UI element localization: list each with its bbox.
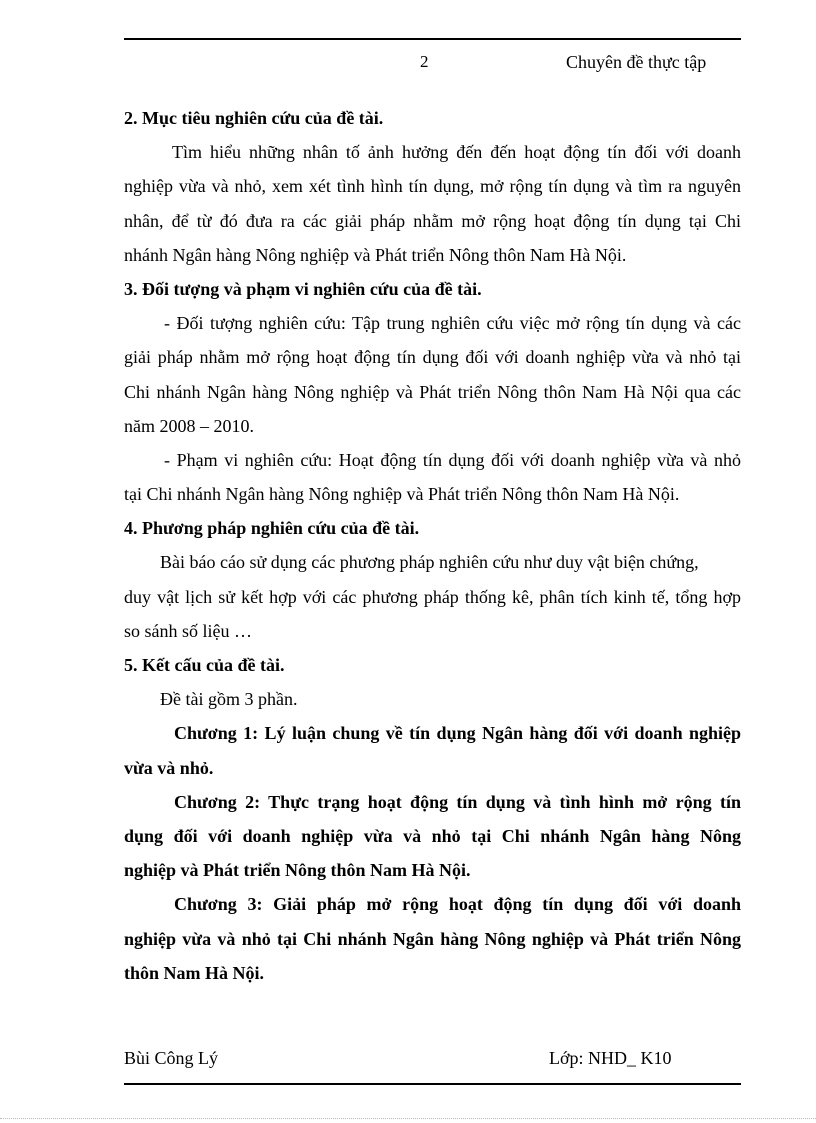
document-body	[124, 101, 741, 990]
paragraph-line: - Phạm vi nghiên cứu: Hoạt động tín dụng đối với doanh nghiệp vừa và nhỏ	[164, 449, 741, 470]
section-heading-2: 2. Mục tiêu nghiên cứu của đề tài.	[124, 108, 384, 128]
chapter-1-line: vừa và nhỏ.	[124, 757, 214, 778]
paragraph-line: Bài báo cáo sử dụng các phương pháp nghiên cứu như duy vật biện chứng,	[160, 552, 699, 573]
paragraph-line: nhánh Ngân hàng Nông nghiệp và Phát triển Nông thôn Nam Hà Nội.	[124, 244, 627, 265]
paragraph-line: tại Chi nhánh Ngân hàng Nông nghiệp và Phát triển Nông thôn Nam Hà Nội.	[124, 484, 680, 505]
paragraph-line: năm 2008 – 2010.	[124, 415, 254, 436]
paragraph-line: nghiệp vừa và nhỏ, xem xét tình hình tín dụng, mở rộng tín dụng và tìm ra nguyên	[124, 176, 741, 197]
paragraph-line: Tìm hiểu những nhân tố ảnh hưởng đến đến hoạt động tín đối với doanh	[172, 142, 741, 163]
paragraph-line: so sánh số liệu …	[124, 620, 252, 641]
chapter-1-line: Chương 1: Lý luận chung về tín dụng Ngân hàng đối với doanh nghiệp	[174, 723, 741, 744]
chapter-2-line: Chương 2: Thực trạng hoạt động tín dụng và tình hình mở rộng tín	[174, 791, 741, 812]
paragraph-line: Đề tài gồm 3 phần.	[160, 689, 298, 710]
footer-rule	[124, 1083, 741, 1085]
section-heading-3: 3. Đối tượng và phạm vi nghiên cứu của đề tài.	[124, 278, 482, 299]
page-number: 2	[420, 52, 429, 71]
paragraph-line: - Đối tượng nghiên cứu: Tập trung nghiên cứu việc mở rộng tín dụng và các	[164, 313, 741, 334]
paragraph-line: giải pháp nhằm mở rộng hoạt động tín dụng đối với doanh nghiệp vừa và nhỏ tại	[124, 347, 741, 368]
footer-author: Bùi Công Lý	[124, 1048, 219, 1068]
footer-class: Lớp: NHD_ K10	[549, 1048, 672, 1068]
chapter-3-line: thôn Nam Hà Nội.	[124, 962, 265, 983]
paragraph-line: Chi nhánh Ngân hàng Nông nghiệp và Phát triển Nông thôn Nam Hà Nội qua các	[124, 381, 741, 402]
chapter-3-line: Chương 3: Giải pháp mở rộng hoạt động tín dụng đối với doanh	[174, 894, 741, 915]
header-rule	[124, 38, 741, 40]
section-heading-5: 5. Kết cấu của đề tài.	[124, 655, 285, 675]
section-heading-4: 4. Phương pháp nghiên cứu của đề tài.	[124, 518, 420, 539]
paragraph-line: nhân, để từ đó đưa ra các giải pháp nhằm mở rộng hoạt động tín dụng tại Chi	[124, 210, 741, 231]
header-title: Chuyên đề thực tập	[566, 52, 707, 72]
chapter-3-line: nghiệp vừa và nhỏ tại Chi nhánh Ngân hàng Nông nghiệp và Phát triển Nông	[124, 928, 741, 949]
chapter-2-line: dụng đối với doanh nghiệp vừa và nhỏ tại Chi nhánh Ngân hàng Nông	[124, 825, 741, 846]
chapter-2-line: nghiệp và Phát triển Nông thôn Nam Hà Nội.	[124, 860, 471, 881]
page-edge-divider	[0, 1118, 816, 1119]
paragraph-line: duy vật lịch sử kết hợp với các phương pháp thống kê, phân tích kinh tế, tổng hợp	[124, 586, 741, 607]
